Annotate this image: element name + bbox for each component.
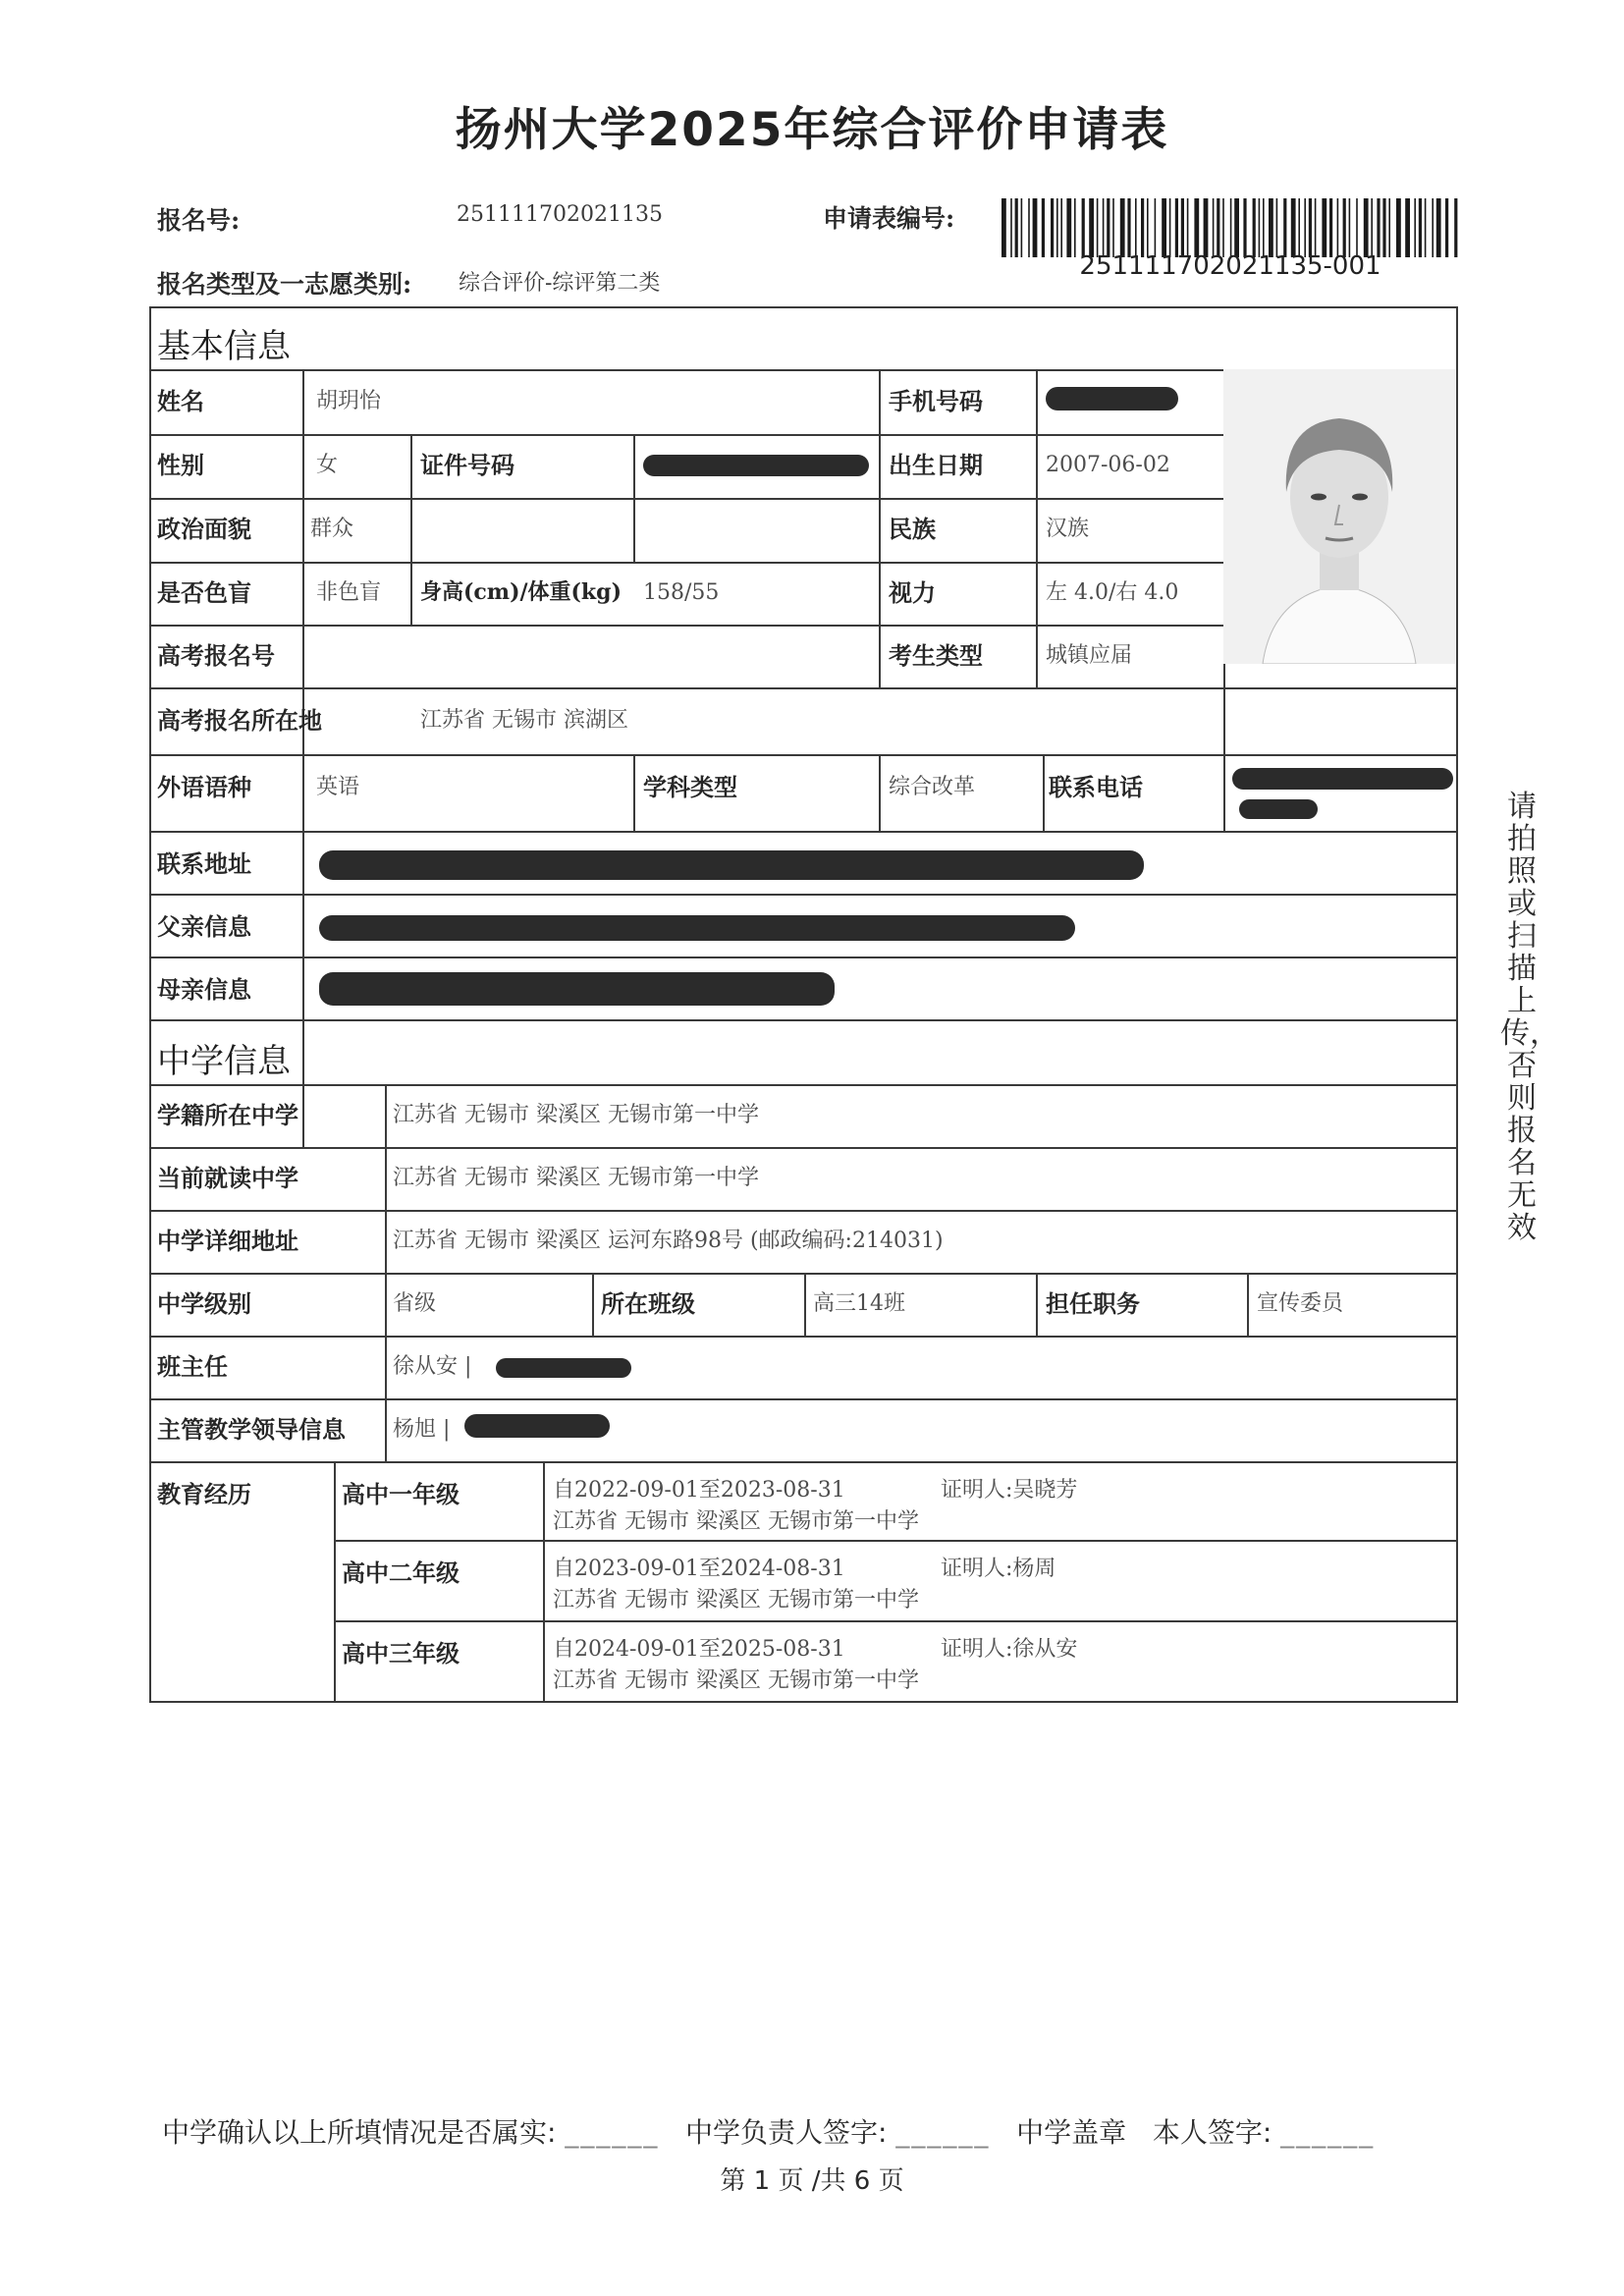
phone-label: 手机号码: [889, 387, 983, 415]
edu-school: 江苏省 无锡市 梁溪区 无锡市第一中学: [553, 1588, 919, 1613]
duty-label: 担任职务: [1046, 1289, 1140, 1318]
education-history-label: 教育经历: [157, 1480, 251, 1508]
edu-witness: 证明人:杨周: [941, 1557, 1056, 1581]
class-value: 高三14班: [813, 1291, 905, 1316]
reg-no-value: 25111170202113​5: [457, 202, 663, 227]
political-label: 政治面貌: [157, 515, 251, 543]
class-label: 所在班级: [601, 1289, 695, 1318]
candidate-type-label: 考生类型: [889, 641, 983, 670]
language-value: 英语: [316, 775, 360, 799]
edu-period: 自2024-09-01至2025-08-31: [553, 1637, 845, 1662]
confirm-label: 中学确认以上所填情况是否属实:: [162, 2116, 557, 2149]
edu-witness: 证明人:徐从安: [941, 1637, 1078, 1662]
birth-value: 2007-06-02: [1046, 453, 1170, 477]
edu-grade: 高中二年级: [342, 1558, 460, 1587]
redacted-leader-phone: [464, 1414, 610, 1438]
upload-notice: 请拍照或扫描上传，否则报名无效: [1500, 790, 1559, 1245]
redacted-teacher-phone: [496, 1358, 631, 1378]
school-registered-value: 江苏省 无锡市 梁溪区 无锡市第一中学: [393, 1103, 759, 1127]
candidate-type-value: 城镇应届: [1046, 643, 1133, 668]
barcode: [1000, 198, 1461, 257]
vision-value: 左 4.0/右 4.0: [1046, 580, 1179, 605]
applicant-photo: [1223, 369, 1455, 664]
address-label: 联系地址: [157, 849, 251, 878]
gaokao-location-value: 江苏省 无锡市 滨湖区: [420, 708, 628, 733]
page-number: 第 1 页 /共 6 页: [720, 2166, 904, 2196]
contact-phone-label: 联系电话: [1049, 773, 1143, 801]
self-sign-label: 本人签字:: [1152, 2116, 1272, 2149]
name-value: 胡玥怡: [316, 389, 382, 413]
school-seal-label: 中学盖章: [1016, 2116, 1127, 2149]
edu-school: 江苏省 无锡市 梁溪区 无锡市第一中学: [553, 1509, 919, 1534]
edu-grade: 高中三年级: [342, 1639, 460, 1667]
redacted-contact-phone-1: [1232, 768, 1453, 790]
barcode-number: 251111702021135-001: [1079, 251, 1381, 281]
subject-type-label: 学科类型: [643, 773, 737, 801]
redacted-mother-info: [319, 972, 835, 1006]
teaching-leader-value: 杨旭 |: [393, 1417, 451, 1442]
name-label: 姓名: [157, 387, 204, 415]
school-registered-label: 学籍所在中学: [157, 1101, 298, 1129]
school-address-label: 中学详细地址: [157, 1227, 298, 1255]
subject-type-value: 综合改革: [889, 775, 976, 799]
colorblind-value: 非色盲: [316, 580, 382, 605]
edu-school: 江苏省 无锡市 梁溪区 无锡市第一中学: [553, 1668, 919, 1693]
redacted-father-info: [319, 915, 1075, 941]
section-school-info: 中学信息: [157, 1042, 291, 1081]
reg-no-label: 报名号:: [157, 206, 241, 235]
school-address-value: 江苏省 无锡市 梁溪区 运河东路98号 (邮政编码:214031): [393, 1229, 944, 1253]
redacted-phone: [1046, 387, 1178, 410]
category-label: 报名类型及一志愿类别:: [157, 270, 412, 299]
height-weight-value: 158/55: [643, 580, 720, 605]
principal-sign-label: 中学负责人签字:: [685, 2116, 888, 2149]
father-label: 父亲信息: [157, 912, 251, 941]
school-level-value: 省级: [393, 1291, 437, 1316]
school-current-value: 江苏省 无锡市 梁溪区 无锡市第一中学: [393, 1166, 759, 1190]
redacted-address: [319, 850, 1144, 880]
redacted-contact-phone-2: [1239, 799, 1318, 819]
gaokao-no-label: 高考报名号: [157, 641, 275, 670]
form-no-label: 申请表编号:: [823, 204, 955, 233]
gender-label: 性别: [157, 451, 204, 479]
vision-label: 视力: [889, 578, 936, 607]
principal-sign-blank[interactable]: ______: [895, 2116, 991, 2149]
height-weight-label: 身高(cm)/体重(kg): [420, 579, 622, 605]
edu-period: 自2022-09-01至2023-08-31: [553, 1478, 845, 1503]
teaching-leader-label: 主管教学领导信息: [157, 1415, 346, 1444]
mother-label: 母亲信息: [157, 975, 251, 1004]
ethnic-label: 民族: [889, 515, 936, 543]
duty-value: 宣传委员: [1257, 1291, 1344, 1316]
head-teacher-label: 班主任: [157, 1352, 228, 1381]
edu-period: 自2023-09-01至2024-08-31: [553, 1557, 845, 1581]
colorblind-label: 是否色盲: [157, 578, 251, 607]
language-label: 外语语种: [157, 773, 251, 801]
section-basic-info: 基本信息: [157, 327, 291, 366]
form-title: 扬州大学2025年综合评价申请表: [455, 103, 1169, 157]
confirm-blank[interactable]: ______: [565, 2116, 660, 2149]
edu-witness: 证明人:吴晓芳: [941, 1478, 1078, 1503]
political-value: 群众: [310, 517, 354, 541]
footer-confirmation: [162, 2111, 1375, 2151]
school-current-label: 当前就读中学: [157, 1164, 298, 1192]
edu-grade: 高中一年级: [342, 1480, 460, 1508]
ethnic-value: 汉族: [1046, 517, 1090, 541]
id-label: 证件号码: [420, 451, 514, 479]
head-teacher-value: 徐从安 |: [393, 1354, 472, 1379]
school-level-label: 中学级别: [157, 1289, 251, 1318]
redacted-id-number: [643, 455, 869, 476]
gender-value: 女: [316, 453, 339, 477]
category-value: 综合评价-综评第二类: [459, 271, 661, 296]
gaokao-location-label: 高考报名所在地: [157, 706, 322, 735]
self-sign-blank[interactable]: ______: [1280, 2116, 1376, 2149]
birth-label: 出生日期: [889, 451, 983, 479]
